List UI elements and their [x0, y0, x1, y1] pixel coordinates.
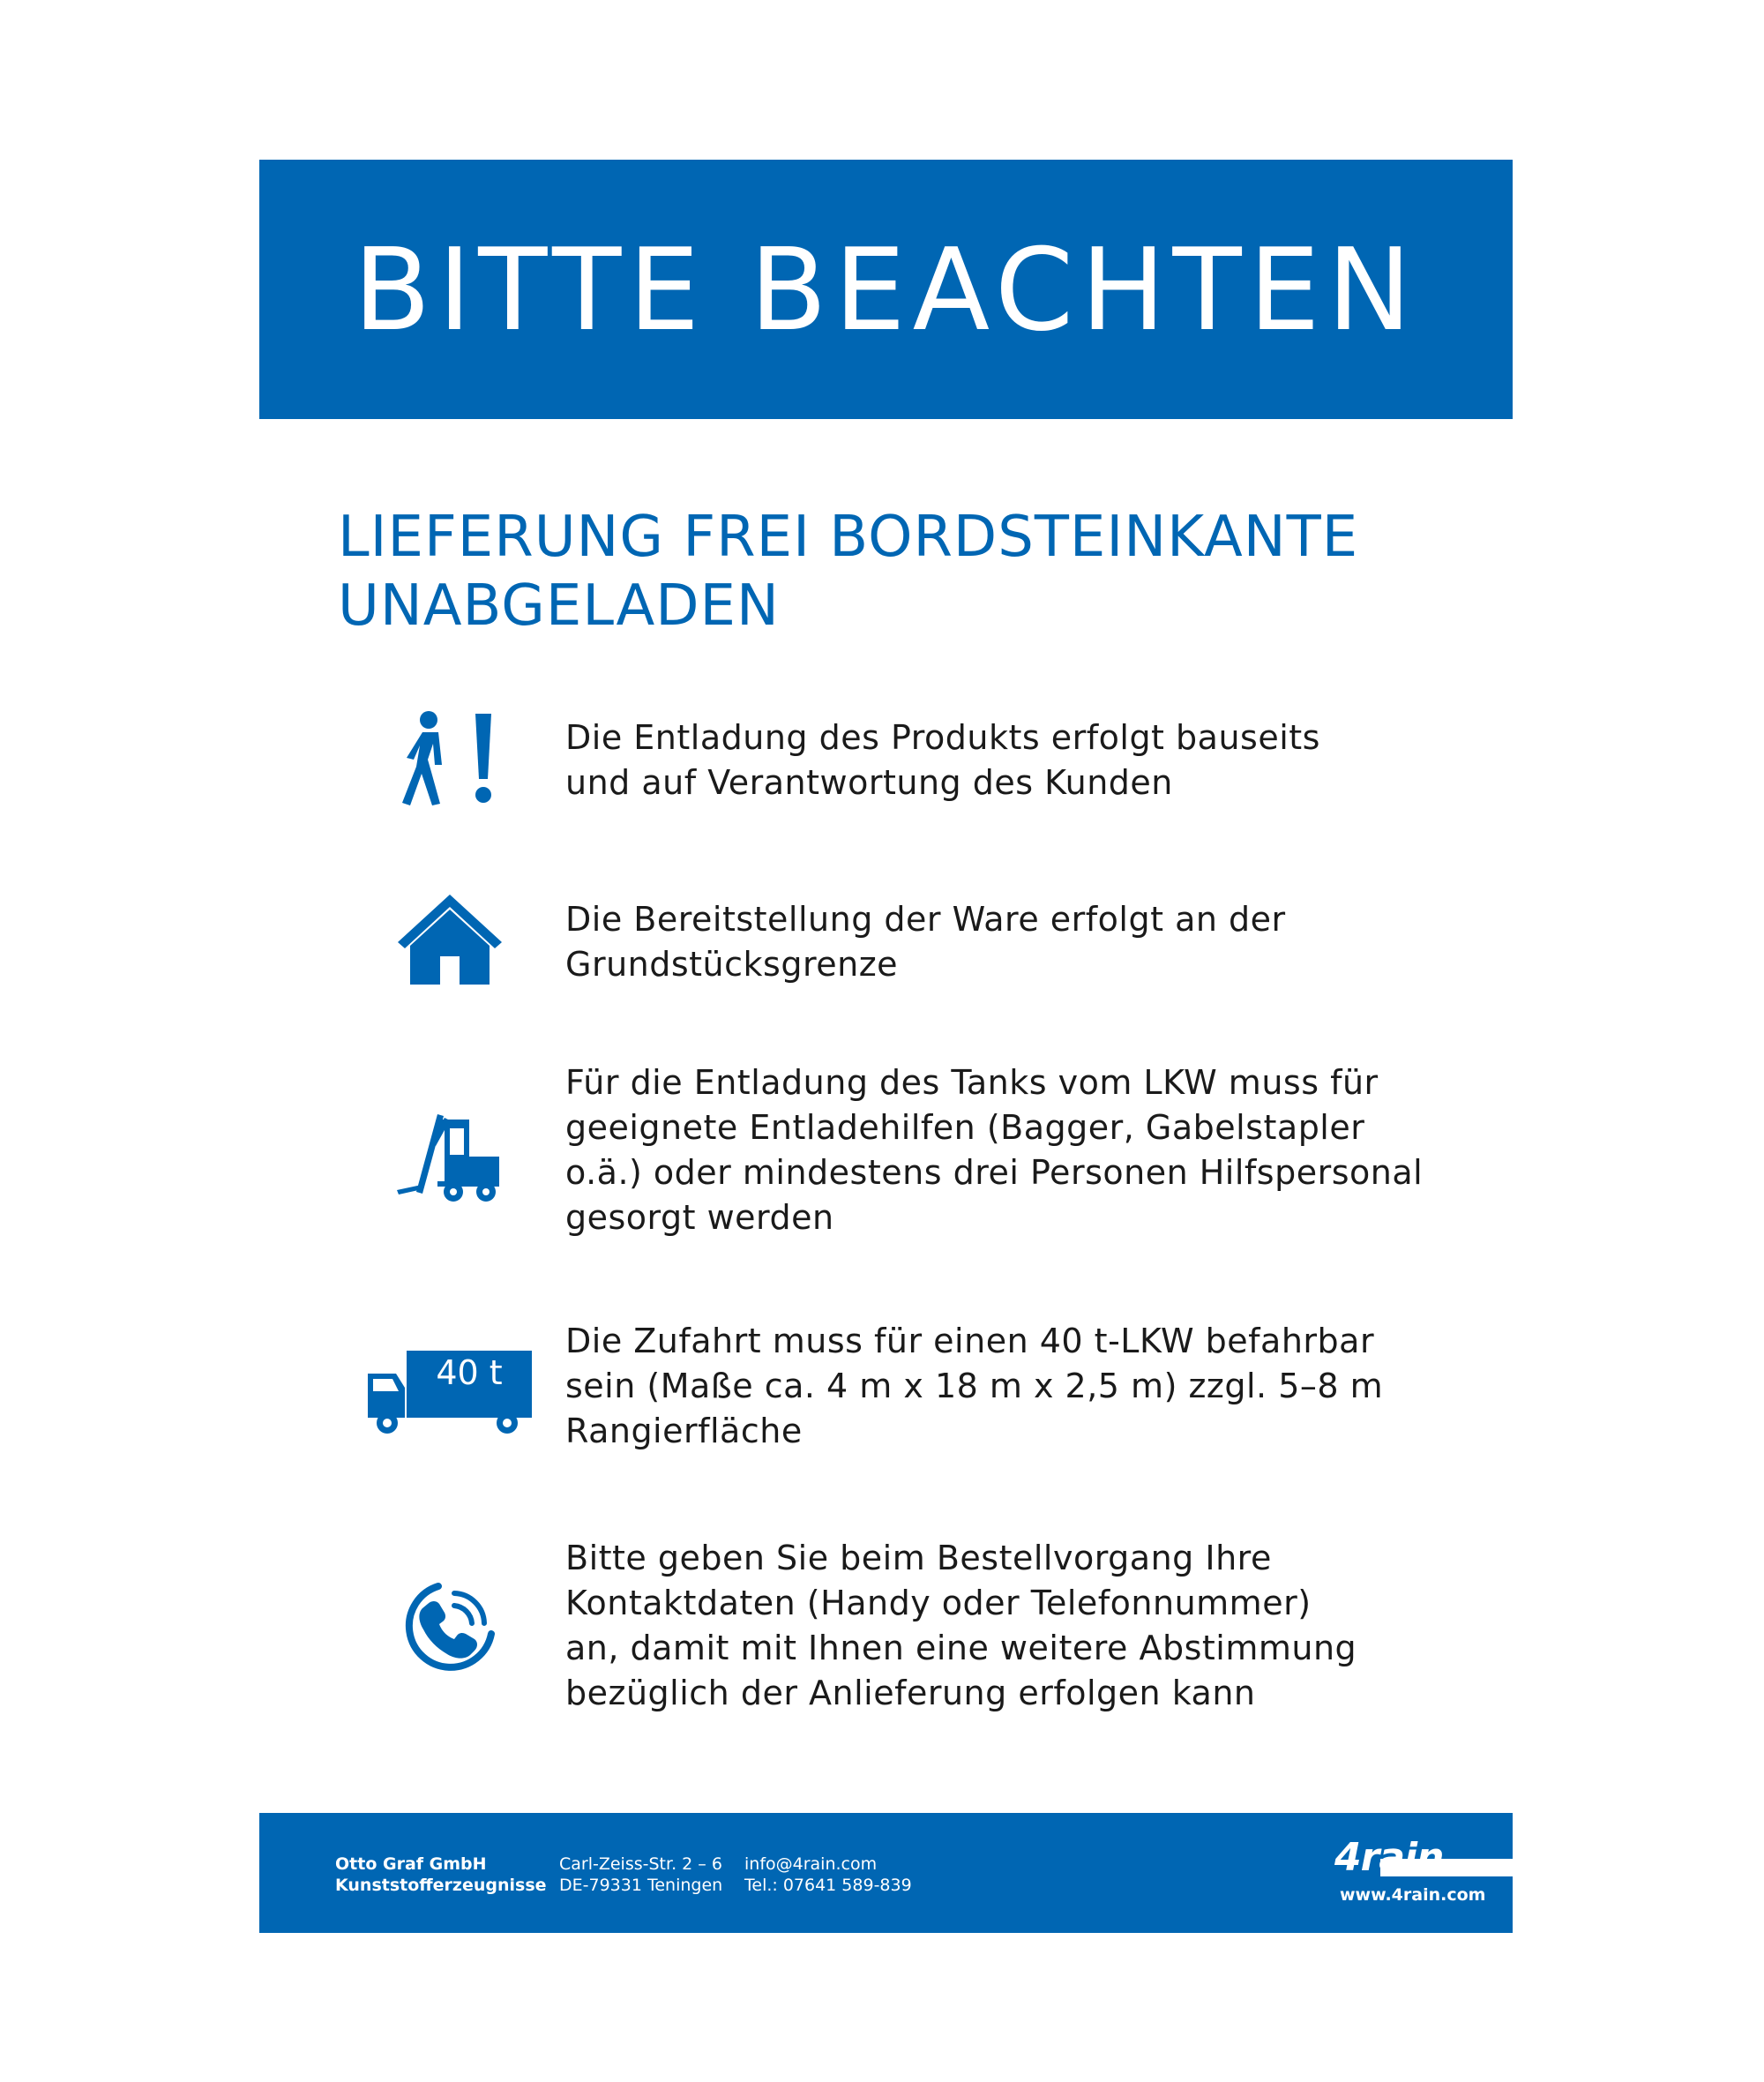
item-text-line: Die Entladung des Produkts erfolgt bauseits [565, 718, 1320, 757]
phone-call-icon [335, 1581, 564, 1674]
item-text-line: und auf Verantwortung des Kunden [565, 763, 1173, 802]
footer-contact [744, 1854, 912, 1896]
truck-icon [335, 1349, 564, 1435]
item-text-line: Für die Entladung des Tanks vom LKW muss für [565, 1063, 1379, 1102]
logo-text: 4rain [1334, 1835, 1444, 1880]
subtitle [338, 503, 1511, 640]
item-text [565, 1060, 1518, 1240]
header-banner [259, 160, 1513, 419]
company-name: Otto Graf GmbH [335, 1854, 487, 1874]
contact-email[interactable]: info@4rain.com [744, 1854, 878, 1874]
pedestrian-warning-icon [335, 708, 564, 807]
footer-company [335, 1854, 547, 1896]
item-text-line: bezüglich der Anlieferung erfolgen kann [565, 1674, 1256, 1712]
item-text [565, 715, 1518, 805]
item-text-line: gesorgt werden [565, 1198, 834, 1237]
address-street: Carl-Zeiss-Str. 2 – 6 [559, 1854, 722, 1874]
item-text-line: geeignete Entladehilfen (Bagger, Gabelstapler [565, 1108, 1365, 1147]
address-city: DE-79331 Teningen [559, 1876, 723, 1895]
item-text-line: Rangierfläche [565, 1412, 803, 1450]
item-text-line: Grundstücksgrenze [565, 945, 899, 984]
item-text-line: Die Zufahrt muss für einen 40 t-LKW befahrbar [565, 1322, 1375, 1360]
website-link[interactable]: www.4rain.com [1340, 1885, 1486, 1905]
item-text-line: an, damit mit Ihnen eine weitere Abstimmung [565, 1629, 1357, 1667]
item-text-line: Die Bereitstellung der Ware erfolgt an der [565, 900, 1286, 939]
item-text [565, 897, 1518, 987]
contact-phone: Tel.: 07641 589-839 [744, 1876, 912, 1895]
item-text-line: o.ä.) oder mindestens drei Personen Hilfspersonal [565, 1153, 1424, 1192]
item-text-line: sein (Maße ca. 4 m x 18 m x 2,5 m) zzgl. 5–8 m [565, 1367, 1384, 1405]
truck-load-label: 40 t [436, 1353, 503, 1392]
item-text-line: Kontaktdaten (Handy oder Telefonnummer) [565, 1584, 1312, 1622]
item-text [565, 1536, 1518, 1716]
company-subtitle: Kunststofferzeugnisse [335, 1876, 547, 1895]
page-title: BITTE BEACHTEN [353, 225, 1419, 356]
brand-logo [1257, 1834, 1513, 1913]
item-text-line: Bitte geben Sie beim Bestellvorgang Ihre [565, 1539, 1272, 1577]
footer [259, 1813, 1513, 1933]
forklift-icon [335, 1111, 564, 1204]
house-icon [335, 893, 564, 986]
item-text [565, 1319, 1518, 1454]
subtitle-line: UNABGELADEN [338, 573, 780, 639]
subtitle-line: LIEFERUNG FREI BORDSTEINKANTE [338, 505, 1359, 570]
footer-address [559, 1854, 722, 1896]
